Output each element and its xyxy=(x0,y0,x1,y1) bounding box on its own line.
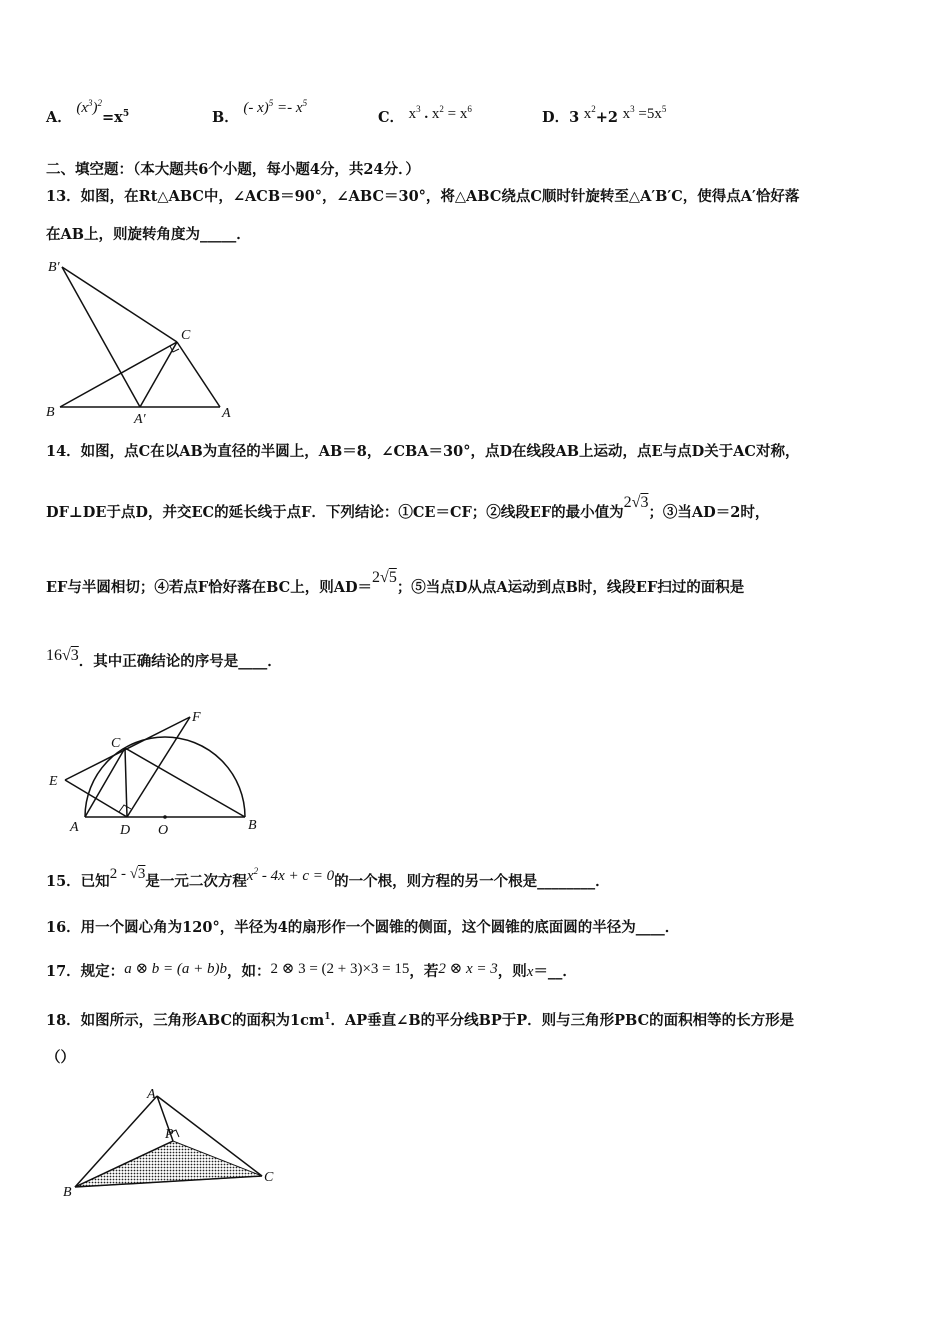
q15-root-a: 2 - xyxy=(109,866,130,882)
option-a-base: (x xyxy=(76,100,89,116)
option-d-plus: +2 xyxy=(595,109,619,126)
q14-line2 xyxy=(46,494,770,523)
q17-example: 2 ⊗ 3 = (2 + 3)×3 = 15 xyxy=(270,961,410,977)
q14-line4 xyxy=(46,647,282,672)
q18-line1 xyxy=(46,1011,794,1031)
option-d-e3: 5 xyxy=(661,104,667,114)
q14-label-f: F xyxy=(192,710,201,725)
option-d-rhs: =5x xyxy=(634,106,662,122)
q14-label-e: E xyxy=(49,774,58,789)
q13-line-bprime-aprime xyxy=(62,267,140,407)
q14-line3 xyxy=(46,569,745,598)
q14-ad-radicand: 5 xyxy=(388,569,397,586)
q14-line-df xyxy=(127,717,190,817)
q14-center-point xyxy=(163,815,167,819)
q13-figure xyxy=(40,255,240,425)
section-title: 二、填空题：（本大题共6个小题，每小题4分，共24分．） xyxy=(46,161,420,178)
q18-line1-b: ．AP垂直∠B的平分线BP于P．则与三角形PBC的面积相等的长方形是 xyxy=(330,1012,795,1029)
q14-line-ed xyxy=(65,780,127,817)
option-b-exp: 5 xyxy=(268,98,274,108)
option-b-rhs-exp: 5 xyxy=(302,98,308,108)
option-b[interactable] xyxy=(212,98,308,127)
option-c-e3: 6 xyxy=(467,104,472,114)
q14-line2-text-b: ；③当AD＝2时， xyxy=(648,504,770,521)
q18-label-b: B xyxy=(63,1185,72,1200)
q13-label-c: C xyxy=(181,328,191,343)
option-c-expr xyxy=(409,106,472,122)
q15-eq-rest: - 4x + c = 0 xyxy=(258,868,335,884)
q15-mid: 是一元二次方程 xyxy=(145,873,247,890)
q18-shaded-triangle-pbc xyxy=(75,1141,262,1187)
q14-label-c: C xyxy=(111,736,121,751)
option-c-dot: . xyxy=(420,106,432,122)
q17-prefix: 17．规定： xyxy=(46,963,125,980)
q18-line2: （） xyxy=(46,1049,75,1066)
q18-label-p: P xyxy=(165,1127,174,1142)
q13-label-b-prime: B′ xyxy=(48,260,60,275)
option-c-x1: x xyxy=(408,106,417,122)
q14-ad-value: 2√5 xyxy=(372,569,397,586)
q14-right-angle-mark xyxy=(119,805,131,812)
q15-eq-x: x xyxy=(246,868,254,884)
option-c-e1: 3 xyxy=(416,104,421,114)
q17-mid1: ，如： xyxy=(227,963,271,980)
q17-mid3: ，则 xyxy=(497,963,527,980)
q13-line-ca xyxy=(177,342,220,407)
option-c-e2: 2 xyxy=(439,104,444,114)
option-c[interactable] xyxy=(378,106,472,127)
q15-root-radicand: 3 xyxy=(137,866,146,882)
option-a-expr xyxy=(76,100,102,116)
option-a-outer-exp: 2 xyxy=(97,98,103,108)
q14-line3-text-a: EF与半圆相切；④若点F恰好落在BC上，则AD＝ xyxy=(46,579,373,596)
q14-line-ca xyxy=(85,748,125,817)
q14-line3-text-b: ；⑤当点D从点A运动到点B时，线段EF扫过的面积是 xyxy=(396,579,745,596)
option-b-expr xyxy=(243,100,307,116)
q17-mid2: ，若 xyxy=(409,963,439,980)
option-a-label: A． xyxy=(46,109,72,126)
option-d-x1-wrap xyxy=(584,106,596,122)
option-b-rhs: =- x xyxy=(273,100,303,116)
q15-suffix: 的一个根，则方程的另一个根是________． xyxy=(334,873,610,890)
q13-line-bc xyxy=(60,342,177,407)
q14-ad-coef: 2 xyxy=(372,569,381,586)
q13-line1: 13．如图，在Rt△ABC中，∠ACB＝90°，∠ABC＝30°，将△ABC绕点C顺时针旋转至△A′B′C，使得点A′恰好落 xyxy=(46,188,800,205)
q14-line4-text-b: ．其中正确结论的序号是____． xyxy=(78,653,282,670)
q17-condition: 2 ⊗ x = 3 xyxy=(438,961,498,977)
option-d-e2: 3 xyxy=(630,104,635,114)
q15-eq-exp: 2 xyxy=(253,866,259,876)
q14-figure xyxy=(40,705,280,845)
option-a-inner-exp: 3 xyxy=(88,98,93,108)
option-a-close: ) xyxy=(92,100,98,116)
q15-prefix: 15．已知 xyxy=(46,873,110,890)
option-a-rhs: =x xyxy=(102,109,123,126)
q17-definition: a ⊗ b = (a + b)b xyxy=(124,961,227,977)
option-a[interactable] xyxy=(46,98,130,127)
q14-area-value: 16√3 xyxy=(46,647,79,664)
q14-label-d: D xyxy=(120,823,131,838)
q13-label-a-prime: A′ xyxy=(134,412,146,425)
q14-area-radicand: 3 xyxy=(70,647,79,664)
option-b-label: B． xyxy=(212,109,239,126)
q15-root: 2 - √3 xyxy=(109,866,146,882)
q17-line xyxy=(46,962,577,982)
q18-label-a: A xyxy=(147,1087,156,1102)
q14-label-a: A xyxy=(70,820,79,835)
q15-equation xyxy=(247,868,334,884)
option-d-e1: 2 xyxy=(591,104,596,114)
q18-label-c: C xyxy=(264,1170,274,1185)
option-c-x2: x xyxy=(431,106,440,122)
option-d-x2-wrap xyxy=(623,106,667,122)
q14-min-ef-coef: 2 xyxy=(623,494,632,511)
q18-figure xyxy=(55,1082,295,1202)
option-d-label: D．3 xyxy=(542,109,580,126)
option-d-x2: x xyxy=(622,106,631,122)
q14-min-ef-radicand: 3 xyxy=(640,494,649,511)
q15-line xyxy=(46,866,610,892)
q14-line-ef xyxy=(65,717,190,780)
q17-var: x xyxy=(526,964,534,980)
option-d-x1: x xyxy=(583,106,592,122)
q14-line1: 14．如图，点C在以AB为直径的半圆上，AB＝8，∠CBA＝30°，点D在线段AB上运动，点E与点D关于AC对称， xyxy=(46,443,800,460)
option-d[interactable] xyxy=(542,106,666,127)
q13-line-bprime-c xyxy=(62,267,177,342)
q14-label-o: O xyxy=(158,823,169,838)
q18-line1-a: 18．如图所示，三角形ABC的面积为1cm xyxy=(46,1012,325,1029)
option-a-rhs-exp: 5 xyxy=(122,109,130,120)
option-b-base: (- x) xyxy=(243,100,269,116)
q17-suffix: ＝__． xyxy=(533,963,577,980)
q14-line-cb xyxy=(125,748,245,817)
q14-label-b: B xyxy=(248,818,257,833)
q16-line: 16．用一个圆心角为120°，半径为4的扇形作一个圆锥的侧面，这个圆锥的底面圆的半径为____． xyxy=(46,919,680,936)
q13-label-a: A xyxy=(222,406,231,421)
q14-area-coef: 16 xyxy=(46,647,62,664)
q18-unit-exp: 1 xyxy=(324,1012,331,1023)
q14-line2-text-a: DF⊥DE于点D，并交EC的延长线于点F．下列结论：①CE＝CF；②线段EF的最小值为 xyxy=(46,504,624,521)
option-c-label: C． xyxy=(378,109,405,126)
option-c-eq: = x xyxy=(443,106,468,122)
q13-line2: 在AB上，则旋转角度为_____． xyxy=(46,226,251,243)
q14-min-ef-value: 2√3 xyxy=(623,494,649,511)
q13-label-b: B xyxy=(46,405,55,420)
